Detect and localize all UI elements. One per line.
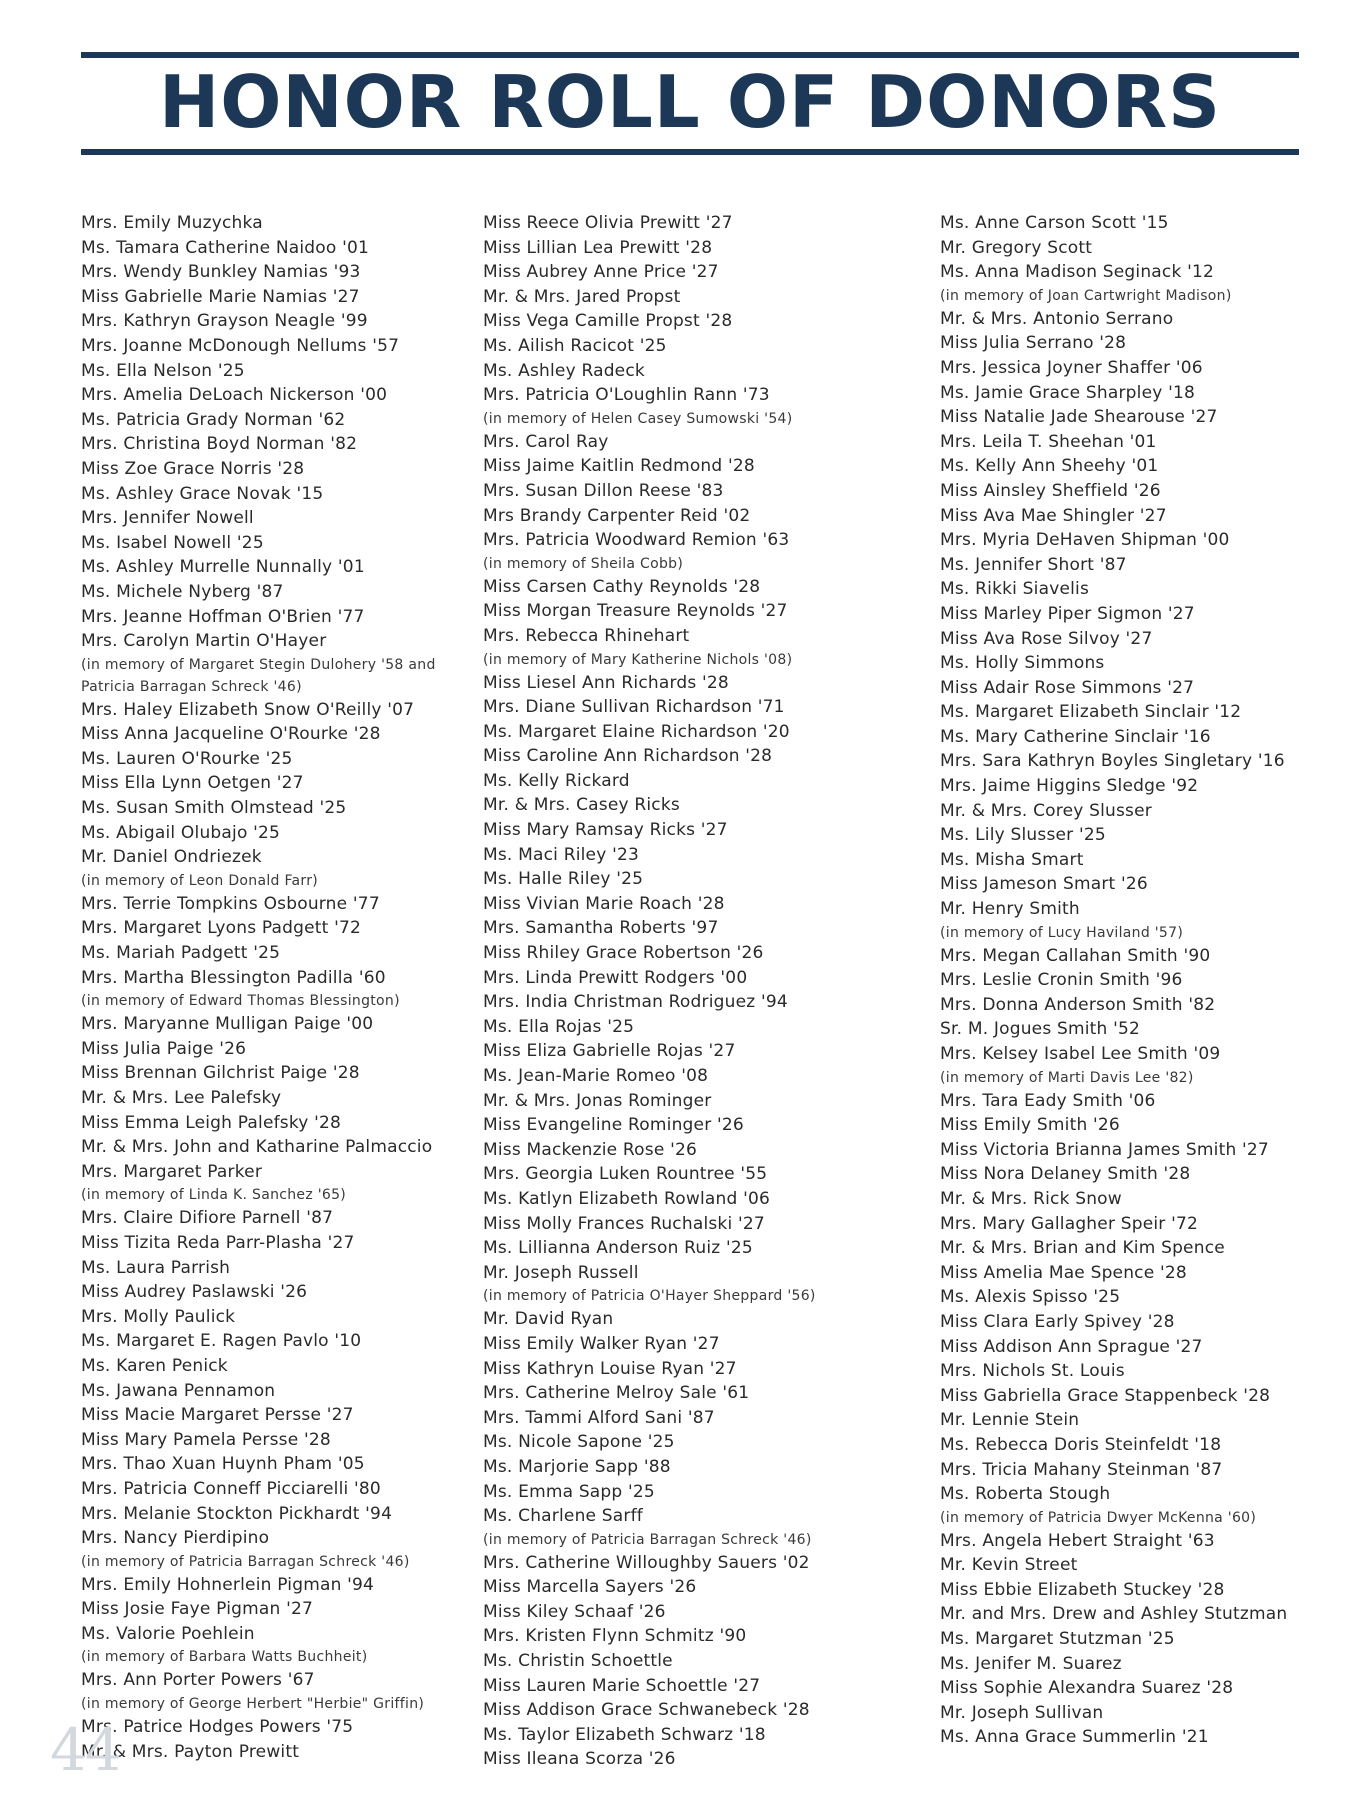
memorial-note: (in memory of Lucy Haviland '57) <box>940 924 1184 941</box>
donor-name: Ms. Margaret Elaine Richardson '20 <box>483 721 790 742</box>
donor-name: Mrs. Emily Muzychka <box>81 213 263 233</box>
donor-name: Ms. Jean-Marie Romeo '08 <box>483 1066 709 1086</box>
donor-name: Miss Kathryn Louise Ryan '27 <box>483 1358 737 1379</box>
donor-name: Miss Anna Jacqueline O'Rourke '28 <box>81 724 381 745</box>
donor-name: Mrs. Margaret Lyons Padgett '72 <box>81 918 362 939</box>
donor-name: Miss Nora Delaney Smith '28 <box>940 1164 1191 1185</box>
donor-name: Mrs. Melanie Stockton Pickhardt '94 <box>81 1503 393 1524</box>
donor-name: Mrs. Mary Gallagher Speir '72 <box>940 1213 1198 1234</box>
donor-name: Miss Mackenzie Rose '26 <box>483 1139 697 1160</box>
donor-name: Miss Brennan Gilchrist Paige '28 <box>81 1063 360 1084</box>
donor-name: Mr. Lennie Stein <box>940 1410 1080 1431</box>
donor-name: Miss Marley Piper Sigmon '27 <box>940 603 1195 624</box>
memorial-note: (in memory of George Herbert "Herbie" Griffin) <box>81 1696 425 1713</box>
donor-name: Miss Tizita Reda Parr-Plasha '27 <box>81 1232 355 1253</box>
donor-name: Ms. Valorie Poehlein <box>81 1623 255 1644</box>
donor-name: Miss Lillian Lea Prewitt '28 <box>483 237 713 258</box>
donor-name: Miss Marcella Sayers '26 <box>483 1577 697 1598</box>
donor-name: Mr. Kevin Street <box>940 1555 1078 1576</box>
donor-name: Mrs. Sara Kathryn Boyles Singletary '16 <box>940 751 1285 772</box>
donor-name: Ms. Ailish Racicot '25 <box>483 335 667 356</box>
donor-name: Mrs. Ann Porter Powers '67 <box>81 1670 315 1691</box>
donor-name: Miss Julia Serrano '28 <box>940 333 1127 354</box>
donor-name: Sr. M. Jogues Smith '52 <box>940 1019 1141 1040</box>
donor-name: Mrs. Haley Elizabeth Snow O'Reilly '07 <box>81 699 415 720</box>
donor-name: Ms. Isabel Nowell '25 <box>81 532 264 553</box>
donor-name: Miss Emma Leigh Palefsky '28 <box>81 1112 342 1133</box>
donor-name: Ms. Taylor Elizabeth Schwarz '18 <box>483 1724 766 1745</box>
donor-name: Mrs. Tara Eady Smith '06 <box>940 1090 1156 1111</box>
donor-name: Mrs. India Christman Rodriguez '94 <box>483 992 788 1013</box>
memorial-note: (in memory of Leon Donald Farr) <box>81 872 319 889</box>
donor-name: Mrs Brandy Carpenter Reid '02 <box>483 505 751 526</box>
donor-name: Mrs. Tammi Alford Sani '87 <box>483 1407 715 1428</box>
donor-name: Ms. Alexis Spisso '25 <box>940 1287 1121 1308</box>
donor-name: Ms. Jennifer Short '87 <box>940 554 1127 575</box>
donor-name: Mrs. Joanne McDonough Nellums '57 <box>81 335 400 356</box>
donor-name: Mrs. Jessica Joyner Shaffer '06 <box>940 357 1203 378</box>
donor-name: Miss Amelia Mae Spence '28 <box>940 1262 1187 1283</box>
donor-name: Miss Gabriella Grace Stappenbeck '28 <box>940 1385 1271 1406</box>
donor-name: Mr. Joseph Russell <box>483 1262 639 1283</box>
donor-name: Mrs. Nichols St. Louis <box>940 1361 1125 1382</box>
page-number: 44 <box>50 1716 120 1784</box>
donor-name: Miss Ebbie Elizabeth Stuckey '28 <box>940 1579 1225 1600</box>
memorial-note: (in memory of Marti Davis Lee '82) <box>940 1069 1194 1086</box>
donor-name: Mr. & Mrs. Rick Snow <box>940 1188 1122 1209</box>
donor-name: Ms. Mariah Padgett '25 <box>81 943 281 964</box>
donor-name: Ms. Ashley Radeck <box>483 360 645 381</box>
donor-name: Mrs. Diane Sullivan Richardson '71 <box>483 697 785 718</box>
donor-name: Ms. Holly Simmons <box>940 653 1105 674</box>
donor-name: Miss Ileana Scorza '26 <box>483 1749 676 1770</box>
donor-name: Mrs. Kelsey Isabel Lee Smith '09 <box>940 1044 1221 1064</box>
donor-name: Mrs. Jaime Higgins Sledge '92 <box>940 776 1199 797</box>
donor-name: Ms. Jenifer M. Suarez <box>940 1653 1122 1674</box>
donor-name: Miss Josie Faye Pigman '27 <box>81 1599 313 1620</box>
donor-name: Ms. Margaret Stutzman '25 <box>940 1629 1175 1650</box>
donor-name: Ms. Abigail Olubajo '25 <box>81 822 281 843</box>
donor-name: Ms. Maci Riley '23 <box>483 844 639 865</box>
donor-name: Ms. Tamara Catherine Naidoo '01 <box>81 237 370 258</box>
donor-name: Ms. Mary Catherine Sinclair '16 <box>940 726 1211 747</box>
donor-name: Mr. & Mrs. Lee Palefsky <box>81 1088 282 1108</box>
donor-name: Mr. David Ryan <box>483 1309 614 1330</box>
donor-name: Mr. & Mrs. Payton Prewitt <box>81 1741 300 1762</box>
donor-name: Miss Evangeline Rominger '26 <box>483 1115 744 1136</box>
memorial-note: (in memory of Sheila Cobb) <box>483 555 684 572</box>
donor-name: Mrs. Patricia Conneff Picciarelli '80 <box>81 1478 381 1499</box>
donor-name: Mrs. Susan Dillon Reese '83 <box>483 480 724 501</box>
memorial-note: (in memory of Patricia Dwyer McKenna '60) <box>940 1509 1257 1526</box>
donor-name: Mr. & Mrs. Antonio Serrano <box>940 308 1174 329</box>
donor-name: Ms. Ashley Grace Novak '15 <box>81 483 324 504</box>
donor-name: Miss Addison Grace Schwanebeck '28 <box>483 1700 810 1721</box>
donor-name: Ms. Lillianna Anderson Ruiz '25 <box>483 1238 753 1259</box>
donor-name: Mrs. Emily Hohnerlein Pigman '94 <box>81 1574 375 1595</box>
donor-name: Ms. Lily Slusser '25 <box>940 825 1106 846</box>
donor-name: Mrs. Catherine Willoughby Sauers '02 <box>483 1552 810 1573</box>
donor-name: Mrs. Leslie Cronin Smith '96 <box>940 970 1183 991</box>
memorial-note: (in memory of Helen Casey Sumowski '54) <box>483 410 793 427</box>
donor-name: Mr. & Mrs. Casey Ricks <box>483 795 680 816</box>
donor-name: Miss Ava Mae Shingler '27 <box>940 505 1167 526</box>
donor-name: Ms. Rikki Siavelis <box>940 579 1090 600</box>
donor-name: Miss Ava Rose Silvoy '27 <box>940 628 1153 649</box>
donor-name: Miss Carsen Cathy Reynolds '28 <box>483 576 761 597</box>
donor-name: Miss Kiley Schaaf '26 <box>483 1601 666 1622</box>
donor-name: Mrs. Wendy Bunkley Namias '93 <box>81 262 361 283</box>
donor-name: Mrs. Leila T. Sheehan '01 <box>940 431 1157 452</box>
donor-name: Miss Audrey Paslawski '26 <box>81 1282 308 1303</box>
donor-name: Mrs. Carol Ray <box>483 431 609 452</box>
memorial-note: (in memory of Linda K. Sanchez '65) <box>81 1187 347 1204</box>
donor-name: Miss Julia Paige '26 <box>81 1038 247 1059</box>
memorial-note: (in memory of Margaret Stegin Dulohery '58 and Patricia Barragan Schreck '46) <box>81 656 436 695</box>
donor-name: Miss Liesel Ann Richards '28 <box>483 672 729 693</box>
donor-name: Mrs. Margaret Parker <box>81 1161 263 1182</box>
donor-name: Miss Ainsley Sheffield '26 <box>940 480 1161 501</box>
donor-name: Ms. Margaret Elizabeth Sinclair '12 <box>940 702 1242 723</box>
donor-name: Ms. Kelly Ann Sheehy '01 <box>940 456 1159 477</box>
donor-name: Ms. Marjorie Sapp '88 <box>483 1456 671 1477</box>
donor-name: Ms. Rebecca Doris Steinfeldt '18 <box>940 1434 1222 1455</box>
donor-name: Miss Morgan Treasure Reynolds '27 <box>483 601 788 622</box>
memorial-note: (in memory of Patricia Barragan Schreck '46) <box>81 1553 410 1570</box>
donor-name: Mr. & Mrs. Jared Propst <box>483 286 681 307</box>
donor-name: Ms. Michele Nyberg '87 <box>81 581 284 602</box>
donor-column-3 <box>940 211 1340 1750</box>
donor-name: Miss Rhiley Grace Robertson '26 <box>483 943 764 964</box>
donor-name: Miss Molly Frances Ruchalski '27 <box>483 1213 765 1234</box>
memorial-note: (in memory of Barbara Watts Buchheit) <box>81 1649 368 1666</box>
donor-name: Ms. Jamie Grace Sharpley '18 <box>940 382 1196 403</box>
donor-name: Ms. Halle Riley '25 <box>483 869 644 890</box>
donor-name: Miss Caroline Ann Richardson '28 <box>483 746 773 767</box>
donor-name: Miss Jameson Smart '26 <box>940 874 1148 895</box>
donor-name: Mr. & Mrs. John and Katharine Palmaccio <box>81 1137 433 1158</box>
donor-name: Miss Ella Lynn Oetgen '27 <box>81 773 304 794</box>
donor-name: Mrs. Patricia Woodward Remion '63 <box>483 530 790 551</box>
donor-name: Miss Gabrielle Marie Namias '27 <box>81 286 360 307</box>
donor-name: Mrs. Kathryn Grayson Neagle '99 <box>81 311 368 332</box>
donor-name: Ms. Susan Smith Olmstead '25 <box>81 798 347 819</box>
donor-name: Mrs. Terrie Tompkins Osbourne '77 <box>81 893 380 914</box>
donor-name: Miss Zoe Grace Norris '28 <box>81 458 305 479</box>
donor-name: Miss Sophie Alexandra Suarez '28 <box>940 1678 1234 1699</box>
donor-name: Miss Natalie Jade Shearouse '27 <box>940 407 1218 428</box>
donor-name: Ms. Anna Madison Seginack '12 <box>940 262 1215 283</box>
donor-name: Mrs. Megan Callahan Smith '90 <box>940 945 1211 966</box>
donor-name: Miss Addison Ann Sprague '27 <box>940 1336 1203 1357</box>
donor-name: Mrs. Linda Prewitt Rodgers '00 <box>483 967 748 988</box>
donor-name: Mrs. Maryanne Mulligan Paige '00 <box>81 1014 374 1035</box>
donor-name: Miss Vivian Marie Roach '28 <box>483 893 725 914</box>
donor-name: Mrs. Catherine Melroy Sale '61 <box>483 1383 750 1404</box>
donor-name: Mrs. Angela Hebert Straight '63 <box>940 1530 1215 1551</box>
donor-name: Ms. Kelly Rickard <box>483 770 630 791</box>
donor-name: Ms. Ashley Murrelle Nunnally '01 <box>81 557 365 578</box>
donor-name: Mrs. Christina Boyd Norman '82 <box>81 434 358 455</box>
donor-name: Ms. Patricia Grady Norman '62 <box>81 409 346 430</box>
donor-name: Ms. Katlyn Elizabeth Rowland '06 <box>483 1188 771 1209</box>
donor-name: Miss Jaime Kaitlin Redmond '28 <box>483 456 755 477</box>
donor-name: Mrs. Molly Paulick <box>81 1306 236 1327</box>
memorial-note: (in memory of Mary Katherine Nichols '08) <box>483 651 793 668</box>
donor-name: Mrs. Amelia DeLoach Nickerson '00 <box>81 385 388 406</box>
donor-name: Ms. Misha Smart <box>940 849 1084 870</box>
donor-name: Ms. Roberta Stough <box>940 1484 1111 1505</box>
donor-name: Mrs. Tricia Mahany Steinman '87 <box>940 1459 1223 1480</box>
donor-name: Mrs. Kristen Flynn Schmitz '90 <box>483 1626 747 1647</box>
donor-name: Ms. Anne Carson Scott '15 <box>940 213 1169 233</box>
donor-name: Mrs. Donna Anderson Smith '82 <box>940 994 1216 1015</box>
donor-name: Mrs. Patrice Hodges Powers '75 <box>81 1717 354 1738</box>
donor-name: Miss Macie Margaret Persse '27 <box>81 1405 354 1426</box>
donor-name: Miss Vega Camille Propst '28 <box>483 311 733 332</box>
memorial-note: (in memory of Edward Thomas Blessington) <box>81 993 400 1010</box>
donor-name: Miss Aubrey Anne Price '27 <box>483 262 719 283</box>
donor-name: Miss Lauren Marie Schoettle '27 <box>483 1675 761 1696</box>
donor-name: Mr. & Mrs. Brian and Kim Spence <box>940 1238 1225 1259</box>
donor-name: Mrs. Thao Xuan Huynh Pham '05 <box>81 1454 365 1475</box>
memorial-note: (in memory of Patricia O'Hayer Sheppard '56) <box>483 1288 816 1305</box>
donor-name: Ms. Margaret E. Ragen Pavlo '10 <box>81 1331 362 1352</box>
donor-name: Mr. and Mrs. Drew and Ashley Stutzman <box>940 1604 1288 1625</box>
donor-name: Miss Clara Early Spivey '28 <box>940 1311 1175 1332</box>
memorial-note: (in memory of Patricia Barragan Schreck '46) <box>483 1531 812 1548</box>
donor-name: Ms. Christin Schoettle <box>483 1651 673 1672</box>
donor-name: Ms. Emma Sapp '25 <box>483 1481 655 1502</box>
donor-name: Mr. & Mrs. Corey Slusser <box>940 800 1152 821</box>
memorial-note: (in memory of Joan Cartwright Madison) <box>940 287 1232 304</box>
donor-name: Mrs. Georgia Luken Rountree '55 <box>483 1164 768 1185</box>
donor-name: Mr. Joseph Sullivan <box>940 1702 1104 1723</box>
donor-name: Mrs. Martha Blessington Padilla '60 <box>81 967 386 988</box>
donor-name: Mrs. Jennifer Nowell <box>81 508 254 529</box>
donor-name: Mr. Gregory Scott <box>940 237 1093 258</box>
donor-name: Miss Emily Walker Ryan '27 <box>483 1333 720 1354</box>
donor-name: Ms. Lauren O'Rourke '25 <box>81 748 293 769</box>
donor-name: Ms. Jawana Pennamon <box>81 1380 276 1401</box>
donor-name: Ms. Nicole Sapone '25 <box>483 1432 675 1453</box>
donor-name: Mrs. Rebecca Rhinehart <box>483 625 690 646</box>
donor-name: Miss Emily Smith '26 <box>940 1115 1120 1136</box>
donor-name: Mrs. Carolyn Martin O'Hayer <box>81 631 327 652</box>
donor-name: Ms. Ella Nelson '25 <box>81 360 245 381</box>
donor-name: Miss Mary Pamela Persse '28 <box>81 1429 331 1450</box>
donor-name: Miss Victoria Brianna James Smith '27 <box>940 1139 1269 1160</box>
donor-name: Miss Eliza Gabrielle Rojas '27 <box>483 1041 736 1062</box>
donor-name: Miss Adair Rose Simmons '27 <box>940 677 1195 698</box>
donor-name: Miss Reece Olivia Prewitt '27 <box>483 213 733 233</box>
donor-name: Mrs. Myria DeHaven Shipman '00 <box>940 530 1230 551</box>
donor-name: Mrs. Claire Difiore Parnell '87 <box>81 1208 334 1229</box>
donor-name: Ms. Karen Penick <box>81 1355 228 1376</box>
donor-name: Mrs. Jeanne Hoffman O'Brien '77 <box>81 606 365 627</box>
page-title: HONOR ROLL OF DONORS <box>158 60 1222 144</box>
donor-name: Mrs. Patricia O'Loughlin Rann '73 <box>483 385 770 406</box>
donor-column-1 <box>81 211 481 1764</box>
donor-name: Mr. & Mrs. Jonas Rominger <box>483 1090 712 1111</box>
donor-name: Ms. Laura Parrish <box>81 1257 231 1278</box>
donor-name: Miss Mary Ramsay Ricks '27 <box>483 820 728 841</box>
donor-name: Ms. Ella Rojas '25 <box>483 1016 635 1037</box>
donor-name: Ms. Anna Grace Summerlin '21 <box>940 1727 1209 1748</box>
donor-name: Ms. Charlene Sarff <box>483 1506 643 1527</box>
donor-column-2 <box>483 211 933 1772</box>
donor-name: Mr. Daniel Ondriezek <box>81 847 262 868</box>
donor-name: Mr. Henry Smith <box>940 899 1080 920</box>
donor-name: Mrs. Samantha Roberts '97 <box>483 918 719 939</box>
header-bottom-rule <box>81 149 1299 155</box>
donor-name: Mrs. Nancy Pierdipino <box>81 1528 270 1549</box>
